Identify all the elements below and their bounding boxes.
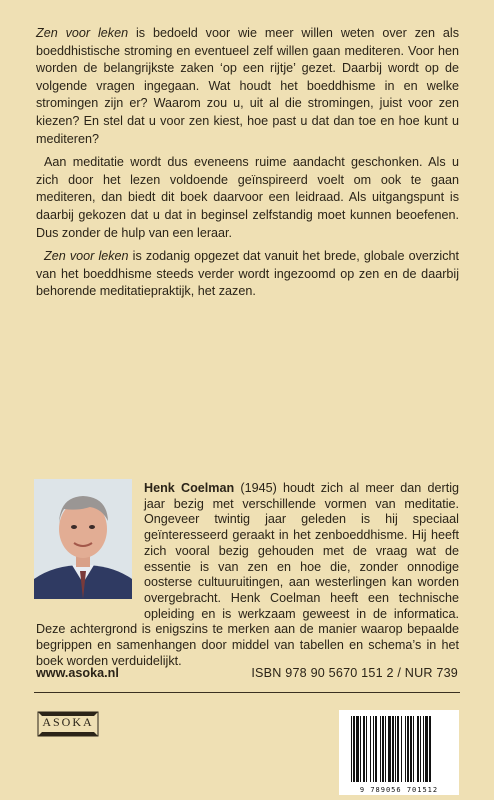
blurb-paragraph-1: Zen voor leken is bedoeld voor wie meer willen weten over zen als boeddhistische stroming en eventueel zelf willen gaan mediteren. Voor hen worden de belangrijkste zaken ‘op een rijtje’ gezet. Daarbij wordt op de volgende vragen ingegaan. Wat houdt het boeddhisme in en welke stromingen zijn er? Waarom zou u, uit al die stromingen, juist voor zen kiezen? En stel dat u voor zen kiest, hoe past u dat dan toe en hoe kunt u mediteren? (36, 26, 459, 146)
barcode-bar (405, 716, 406, 782)
barcode-bar (375, 716, 377, 782)
barcode-bar (370, 716, 371, 782)
barcode-bar (410, 716, 412, 782)
barcode-bars (349, 716, 449, 784)
barcode-bar (360, 716, 361, 782)
isbn-line: ISBN 978 90 5670 151 2 / NUR 739 (251, 666, 458, 680)
barcode-bar (351, 716, 352, 782)
photo-spacer (36, 481, 144, 607)
blurb-paragraph-2: Aan meditatie wordt dus eveneens ruime aandacht geschonken. Als u zich door het lezen voldoende geïnspireerd voelt om ook te gaan mediteren, dan biedt dit boek daarvoor een leidraad. Als uitgangspunt is daarbij gekozen dat u dat in beginsel zelfstandig moet kunnen beoefenen. Dus zonder de hulp van een leraar. (36, 155, 459, 240)
barcode-bar (401, 716, 402, 782)
author-name: Henk Coelman (144, 481, 235, 495)
publisher-logo (34, 706, 102, 742)
barcode-bar (397, 716, 399, 782)
barcode-bar (356, 716, 359, 782)
barcode-bar (420, 716, 421, 782)
barcode-bar (429, 716, 431, 782)
blurb-paragraph-3: Zen voor leken is zodanig opgezet dat vanuit het brede, globale overzicht van het boeddhisme steeds verder wordt ingezoomd op zen en de daarbij behorende meditatiepraktijk, het zazen. (36, 249, 459, 299)
barcode-bar (392, 716, 394, 782)
barcode-bar (407, 716, 409, 782)
barcode-bar (388, 716, 391, 782)
barcode-bar (413, 716, 414, 782)
barcode-bar (353, 716, 355, 782)
divider (34, 692, 460, 693)
book-title: Zen voor leken (36, 26, 129, 40)
barcode-bar (395, 716, 396, 782)
back-cover-blurb (36, 25, 459, 307)
barcode-bar (366, 716, 367, 782)
barcode-bar (382, 716, 384, 782)
barcode-bar (363, 716, 365, 782)
barcode-bar (373, 716, 374, 782)
barcode-bar (385, 716, 386, 782)
barcode-bar (425, 716, 428, 782)
barcode-bar (417, 716, 419, 782)
author-bio (36, 481, 459, 669)
barcode (339, 710, 459, 795)
barcode-bar (423, 716, 424, 782)
author-bio-text: (1945) houdt zich al meer dan dertig jaar bezig met verschillende vormen van meditatie. Ongeveer twintig jaar geleden is hij speciaal geïnteresseerd geraakt in het zenboeddhisme. Hij heeft zich vooral bezig gehouden met de vraag wat de essentie is van zen en hoe die, zonder onnodige oosterse cultuuruitingen, aan westerlingen kan worden overgebracht. Henk Coelman heeft een technische opleiding en is werkzaam geweest in de informatica. Deze achtergrond is enigszins te merken aan de manier waarop bepaalde begrippen en samenhangen door middel van tabellen en schema’s in het boek worden verduidelijkt. (36, 481, 459, 668)
barcode-bar (380, 716, 381, 782)
book-title: Zen voor leken (44, 249, 129, 264)
publisher-logo-text: ASOKA (42, 715, 94, 729)
publisher-website: www.asoka.nl (36, 666, 119, 680)
barcode-number: 9 789056 701512 (359, 786, 439, 794)
